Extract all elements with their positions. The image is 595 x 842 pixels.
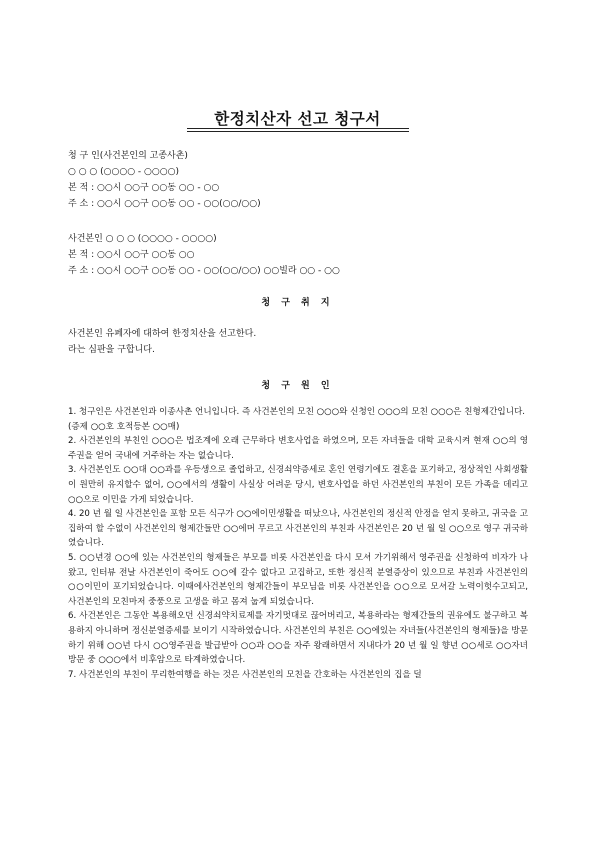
cause-paragraph: 3. 사건본인도 ○○대 ○○과를 우등생으로 졸업하고, 신경쇠약증세로 혼인 연령기에도 결혼을 포기하고, 정상적인 사회생활이 원만히 유지할수 없어, ○○에서의 생활이 사실상 어려운 당시, 변호사업을 하던 사건본인의 부친이 모든 가족을 데리고 ○○으로 이민을 가게 되었습니다. (68, 465, 528, 505)
cause-paragraph: (증제 ○○호 호적등본 ○○매) (68, 421, 180, 432)
petitioner-name: ○ ○ ○ (○○○○ - ○○○○) (68, 167, 179, 177)
cause-body (68, 405, 528, 682)
cause-paragraph: 7. 사건본인의 부친이 무리한여행을 하는 것은 사건본인의 모친을 간호하는 사건본인의 집을 덜 (68, 669, 422, 680)
cause-heading: 청 구 원 인 (261, 381, 334, 391)
petitioner-heading: 청 구 인(사건본인의 고종사촌) (68, 151, 188, 161)
title-underline-second (187, 131, 409, 132)
cause-paragraph: 4. 20 년 월 일 사건본인을 포함 모든 식구가 ○○에이민생활을 떠났으나, 사건본인의 정신적 안정을 얻지 못하고, 귀국을 고집하여 할 수없이 사건본인의 형제간들만 ○○에머 무르고 사건본인의 부친과 사건본인은 20 년 월 일 ○○으로 영구 귀국하였습니다. (68, 509, 528, 549)
subject-address: 주 소 : ○○시 ○○구 ○○동 ○○ - ○○(○○/○○) ○○빌라 ○○ - ○○ (68, 266, 340, 276)
cause-paragraph: 1. 청구인은 사건본인과 이종사촌 언니입니다. 즉 사건본인의 모친 ○○○와 신청인 ○○○의 모친 ○○○은 친형제간입니다. (68, 407, 526, 417)
purpose-line: 라는 심판을 구합니다. (68, 345, 155, 355)
petitioner-address: 주 소 : ○○시 ○○구 ○○동 ○○ - ○○(○○/○○) (68, 199, 261, 209)
document-title: 한정치산자 선고 청구서 (214, 110, 381, 128)
purpose-heading: 청 구 취 지 (261, 298, 334, 308)
purpose-line: 사건본인 유페자에 대하여 한정치산을 선고한다. (68, 329, 257, 339)
petitioner-domicile: 본 적 : ○○시 ○○구 ○○동 ○○ - ○○ (68, 183, 220, 193)
title-underline (187, 128, 409, 129)
subject-domicile: 본 적 : ○○시 ○○구 ○○동 ○○ (68, 250, 195, 260)
cause-paragraph: 5. ○○년경 ○○에 있는 사건본인의 형제들은 부모를 비롯 사건본인을 다시 모셔 가기위해서 영주권을 신청하여 비자가 나왔고, 인터뷰 전날 사건본인이 죽어도 ○○에 갈수 없다고 고집하고, 또한 정신적 분열증상이 있으므로 부친과 사건본인의 ○○이민이 포기되었습니다. 이때에사건본인의 형제간들이 부모님을 비롯 사건본인을 ○○으로 모셔갈 노력이헛수고되고, 사건본인의 모친마저 중풍으로 고생을 하고 몸져 눕게 되었습니다. (68, 552, 528, 607)
cause-paragraph: 6. 사건본인은 그동안 복용해오던 신경쇠약치료제를 자기멋대로 끊어버리고, 복용하라는 형제간들의 권유에도 불구하고 복용하지 아니하며 정신분열증세를 보이기 시작하였습니다. 사건본인의 부친은 ○○에있는 자녀들(사건본인의 형제들)을 방문하기 위해 ○○년 다시 ○○영주권을 발급받아 ○○과 ○○을 자주 왕래하면서 지내다가 20 년 월 일 향년 ○○세로 ○○자녀방문 중 ○○○에서 비후암으로 타계하였습니다. (68, 611, 528, 666)
cause-paragraph: 2. 사건본인의 부친인 ○○○은 법조계에 오래 근무하다 변호사업을 하였으며, 모든 자녀들을 대학 교육시켜 현재 ○○의 영주권을 얻어 국내에 거주하는 자는 없습니다. (68, 436, 528, 461)
subject-name: 사건본인 ○ ○ ○ (○○○○ - ○○○○) (68, 234, 217, 244)
